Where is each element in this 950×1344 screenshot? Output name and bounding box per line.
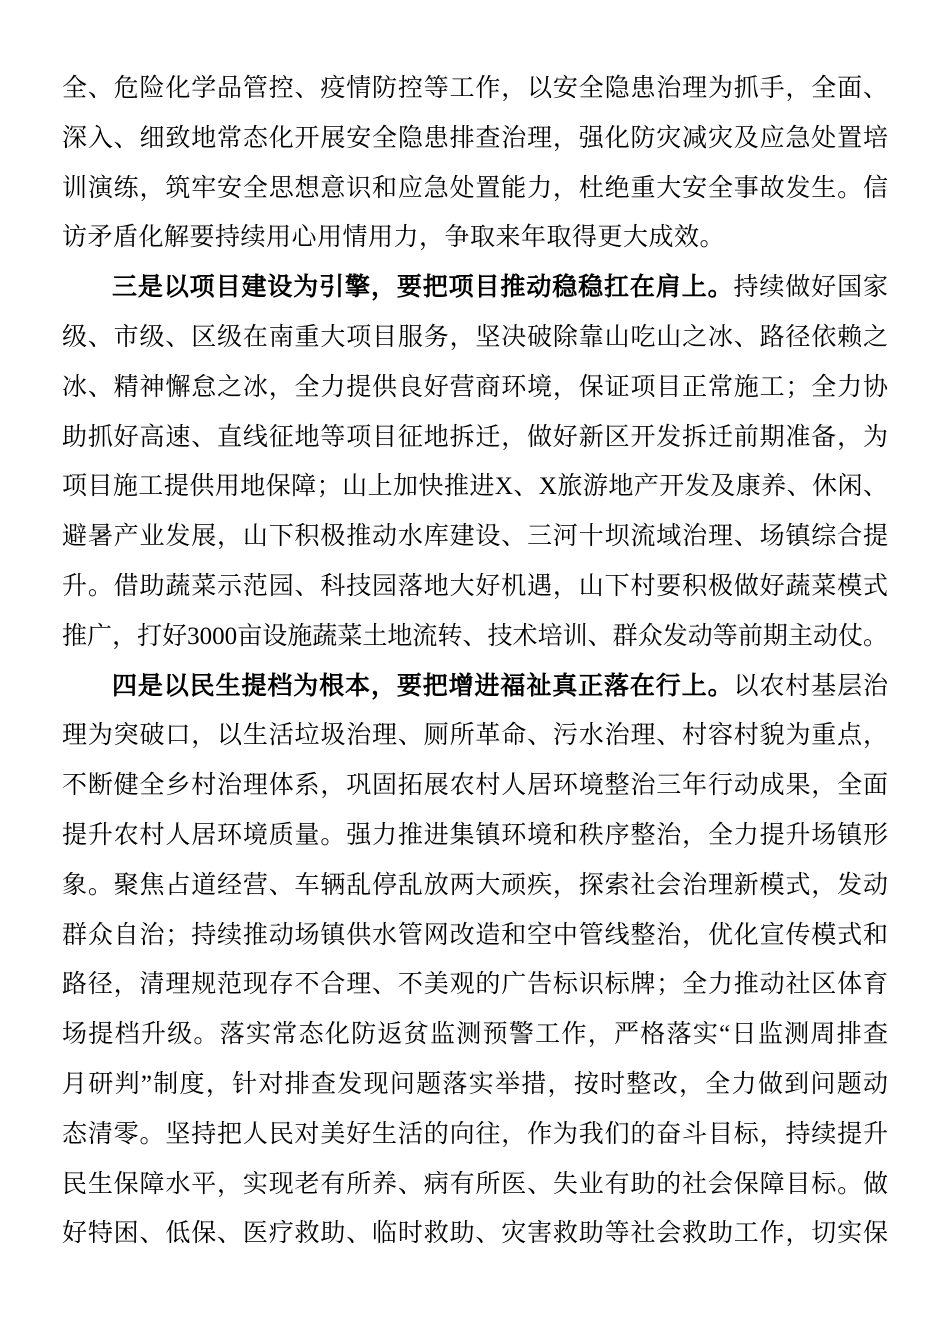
text-line [62,363,888,413]
text-run: 不断健全乡村治理体系，巩固拓展农村人居环境整治三年行动成果，全面 [62,772,888,800]
text-run: 访矛盾化解要持续用心用情用力，争取来年取得更大成效。 [62,224,726,252]
text-line [62,911,888,961]
text-line [62,413,888,463]
text-run: 持续做好国家 [733,274,888,302]
text-line [62,313,888,363]
text-run: 升。借助蔬菜示范园、科技园落地大好机遇，山下村要积极做好蔬菜模式 [62,572,888,600]
text-run: 推广，打好3000亩设施蔬菜土地流转、技术培训、群众发动等前期主动仗。 [62,622,888,650]
text-run: 场提档升级。落实常态化防返贫监测预警工作，严格落实“日监测周排查 [62,1021,888,1049]
text-line [62,811,888,861]
text-line [62,263,888,313]
text-run: 路径，清理规范现存不合理、不美观的广告标识标牌；全力推动社区体育 [62,971,888,999]
text-line [62,960,888,1010]
text-run: 好特困、低保、医疗救助、临时救助、灾害救助等社会救助工作，切实保 [62,1220,888,1248]
text-line [62,1010,888,1060]
text-run: 提升农村人居环境质量。强力推进集镇环境和秩序整治，全力提升场镇形 [62,821,888,849]
para-safety-and-petition-work [62,64,888,263]
text-run: 助抓好高速、直线征地等项目征地拆迁，做好新区开发拆迁前期准备，为 [62,423,888,451]
text-run: 项目施工提供用地保障；山上加快推进X、X旅游地产开发及康养、休闲、 [62,473,888,501]
text-run: 全、危险化学品管控、疫情防控等工作，以安全隐患治理为抓手，全面、 [62,75,888,102]
text-line [62,164,888,214]
text-run: 月研判”制度，针对排查发现问题落实举措，按时整改，全力做到问题动 [62,1070,888,1098]
text-line [62,662,888,712]
text-run: 理为突破口，以生活垃圾治理、厕所革命、污水治理、村容村貌为重点， [62,722,888,750]
text-run: 冰、精神懈怠之冰，全力提供良好营商环境，保证项目正常施工；全力协 [62,373,888,401]
text-run: 以农村基层治 [733,672,888,700]
text-run: 训演练，筑牢安全思想意识和应急处置能力，杜绝重大安全事故发生。信 [62,174,888,202]
text-line [62,562,888,612]
text-run: 避暑产业发展，山下积极推动水库建设、三河十坝流域治理、场镇综合提 [62,523,888,551]
text-line [62,512,888,562]
text-line [62,64,888,114]
text-run: 群众自治；持续推动场镇供水管网改造和空中管线整治，优化宣传模式和 [62,921,888,949]
para-livelihood-upgrade [62,662,888,1260]
text-line [62,711,888,761]
text-line [62,114,888,164]
text-line [62,1160,888,1210]
text-run: 级、市级、区级在南重大项目服务，坚决破除靠山吃山之冰、路径依赖之 [62,323,888,351]
text-run: 深入、细致地常态化开展安全隐患排查治理，强化防灾减灾及应急处置培 [62,124,888,152]
document-body [62,64,888,1259]
text-run: 象。聚焦占道经营、车辆乱停乱放两大顽疾，探索社会治理新模式，发动 [62,871,888,899]
text-line [62,213,888,263]
text-run: 民生保障水平，实现老有所养、病有所医、失业有助的社会保障目标。做 [62,1170,888,1198]
text-line [62,761,888,811]
text-line [62,462,888,512]
text-run: 态清零。坚持把人民对美好生活的向往，作为我们的奋斗目标，持续提升 [62,1120,888,1148]
text-line [62,612,888,662]
bold-text-run: 四是以民生提档为根本，要把增进福祉真正落在行上。 [112,672,734,700]
bold-text-run: 三是以项目建设为引擎，要把项目推动稳稳扛在肩上。 [112,274,734,302]
text-line [62,861,888,911]
para-project-construction [62,263,888,661]
text-line [62,1110,888,1160]
text-line [62,1209,888,1259]
text-line [62,1060,888,1110]
